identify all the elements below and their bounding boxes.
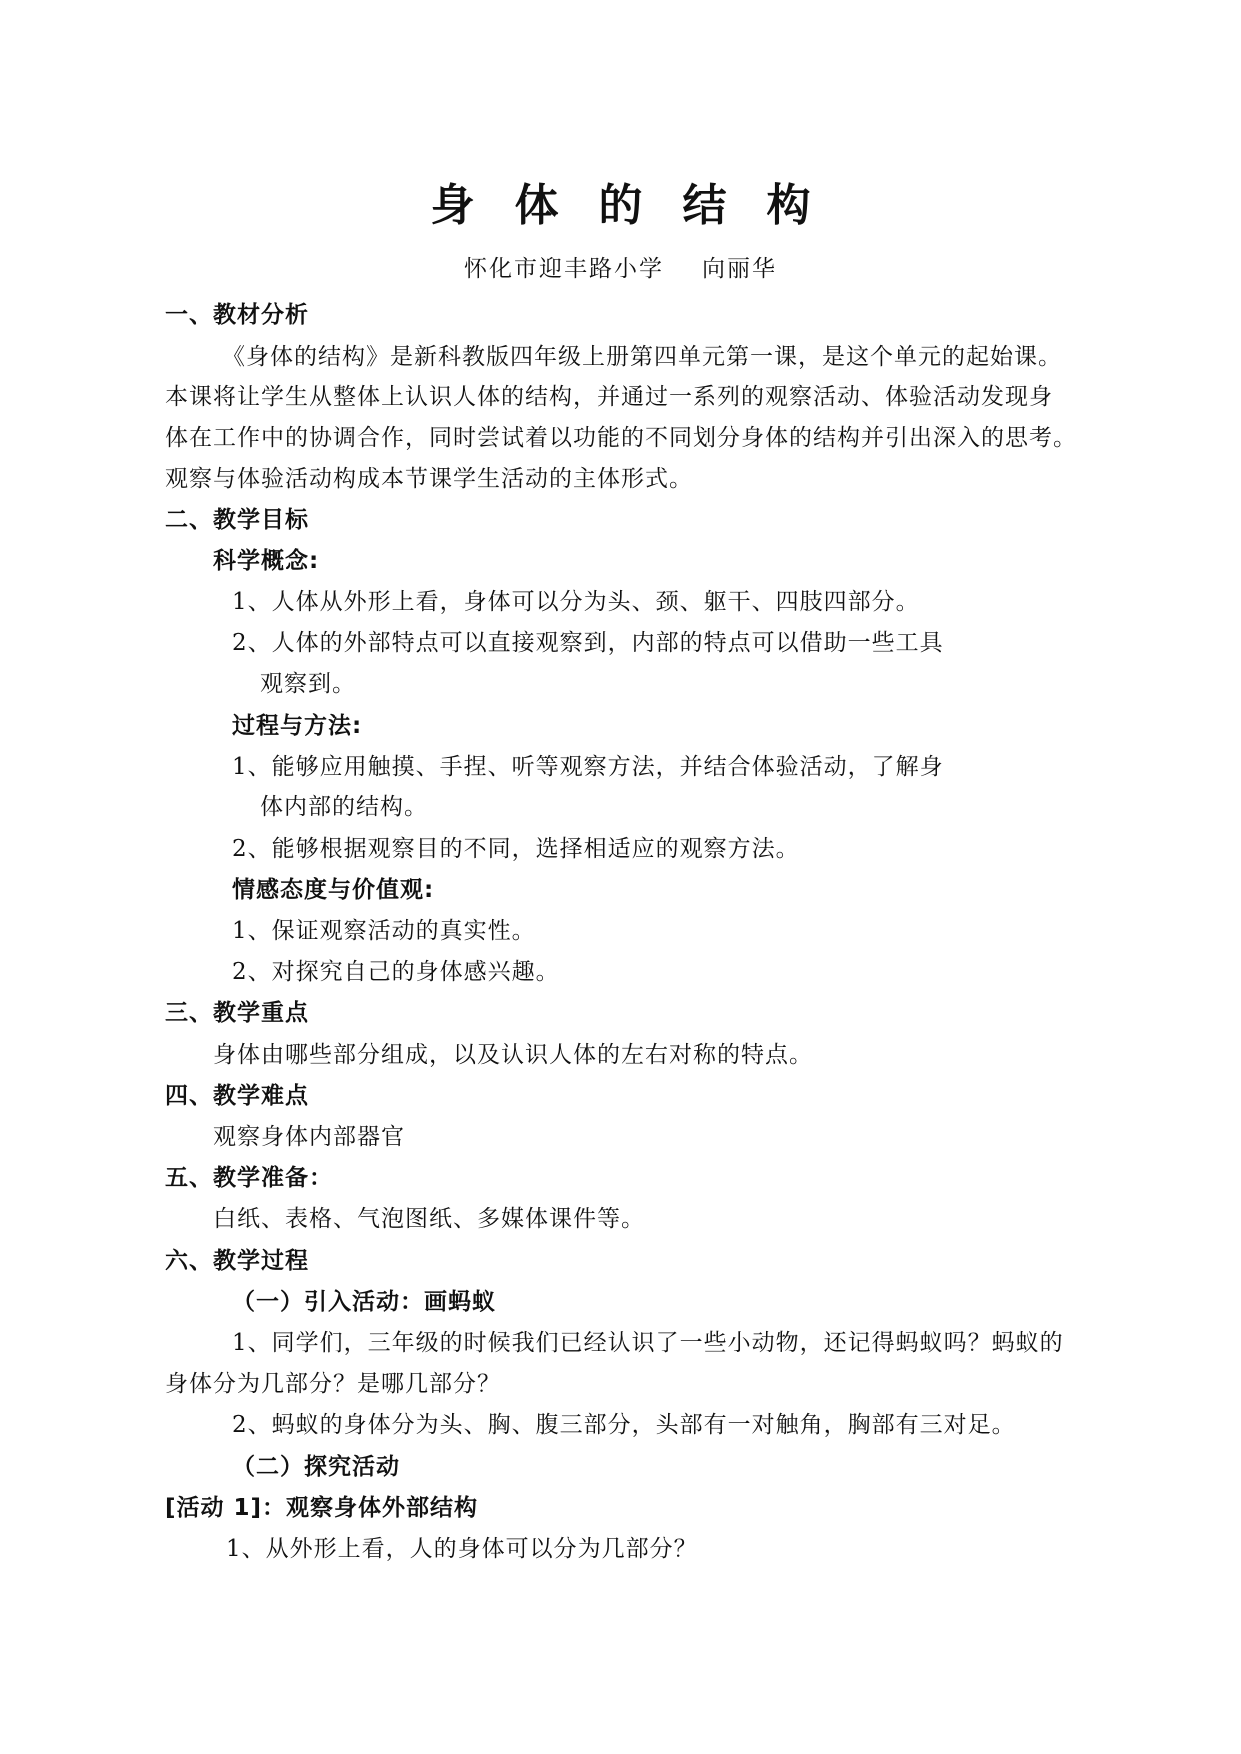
subheading-intro-activity: （一）引入活动：画蚂蚁	[232, 1289, 496, 1315]
section-5-text: 白纸、表格、气泡图纸、多媒体课件等。	[213, 1206, 645, 1232]
section-6-heading: 六、教学过程	[165, 1248, 309, 1274]
section-5-heading: 五、教学准备：	[165, 1165, 333, 1191]
paragraph-line: 1、同学们，三年级的时候我们已经认识了一些小动物，还记得蚂蚁吗？蚂蚁的	[232, 1330, 1064, 1356]
list-item: 2、能够根据观察目的不同，选择相适应的观察方法。	[232, 836, 800, 862]
paragraph-line: 2、蚂蚁的身体分为头、胸、腹三部分，头部有一对触角，胸部有三对足。	[232, 1412, 1016, 1438]
document-title: 身体的结构	[430, 180, 851, 231]
list-item: 1、保证观察活动的真实性。	[232, 918, 536, 944]
list-item: 1、能够应用触摸、手捏、听等观察方法，并结合体验活动，了解身	[232, 754, 944, 780]
activity-1-question: 1、从外形上看，人的身体可以分为几部分？	[226, 1536, 698, 1562]
list-item-continuation: 观察到。	[260, 671, 356, 697]
subheading-science-concepts: 科学概念:	[213, 548, 320, 574]
section-1-paragraph-line-1: 《身体的结构》是新科教版四年级上册第四单元第一课，是这个单元的起始课。	[222, 344, 1062, 370]
section-2-heading: 二、教学目标	[165, 507, 309, 533]
list-item: 2、人体的外部特点可以直接观察到，内部的特点可以借助一些工具	[232, 630, 944, 656]
section-3-text: 身体由哪些部分组成，以及认识人体的左右对称的特点。	[213, 1042, 813, 1068]
subheading-inquiry-activity: （二）探究活动	[232, 1454, 400, 1480]
section-4-heading: 四、教学难点	[165, 1083, 309, 1109]
list-item: 1、人体从外形上看，身体可以分为头、颈、躯干、四肢四部分。	[232, 589, 920, 615]
subheading-attitudes-values: 情感态度与价值观:	[232, 877, 435, 903]
subheading-process-methods: 过程与方法:	[232, 713, 363, 739]
section-3-heading: 三、教学重点	[165, 1000, 309, 1026]
byline	[0, 254, 1241, 284]
section-1-paragraph-line-3: 体在工作中的协调合作，同时尝试着以功能的不同划分身体的结构并引出深入的思考。	[165, 425, 1077, 451]
school-name: 怀化市迎丰路小学	[464, 256, 664, 282]
author-name: 向丽华	[702, 256, 777, 282]
list-item-continuation: 体内部的结构。	[260, 794, 428, 820]
activity-1-heading: [活动 1]：观察身体外部结构	[165, 1495, 479, 1521]
section-1-paragraph-line-4: 观察与体验活动构成本节课学生活动的主体形式。	[165, 466, 693, 492]
section-1-heading: 一、教材分析	[165, 302, 309, 328]
section-4-text: 观察身体内部器官	[213, 1124, 405, 1150]
list-item: 2、对探究自己的身体感兴趣。	[232, 959, 560, 985]
paragraph-line: 身体分为几部分？是哪几部分？	[165, 1371, 501, 1397]
section-1-paragraph-line-2: 本课将让学生从整体上认识人体的结构，并通过一系列的观察活动、体验活动发现身	[165, 384, 1053, 410]
